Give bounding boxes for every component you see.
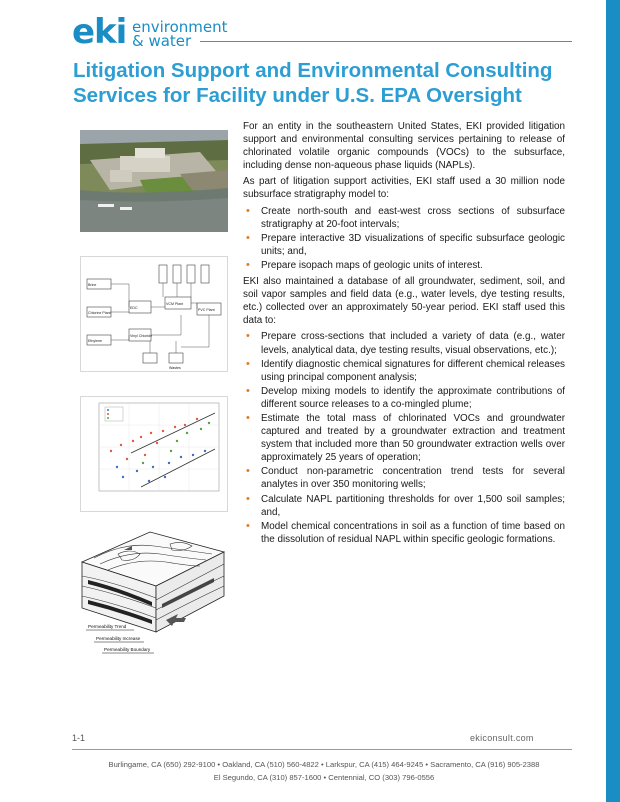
- list-item: • Prepare cross-sections that included a variety of data (e.g., water levels, analytical data, dye testing results, visual observations, etc.);: [246, 330, 565, 356]
- page-title: Litigation Support and Environmental Consulting Services for Facility under U.S. EPA Oversight: [73, 59, 553, 107]
- offices-line-2: El Segundo, CA (310) 857-1600 • Centennial, CO (303) 796-0556: [213, 773, 435, 782]
- list-item: • Prepare interactive 3D visualizations of specific subsurface geologic units; and,: [246, 231, 565, 257]
- header-divider: [200, 41, 572, 42]
- geo-label-trend: Permeability Trend: [88, 624, 127, 629]
- bullet-icon: •: [246, 465, 250, 478]
- bullet-icon: •: [246, 492, 250, 505]
- aerial-photo-graphic: [80, 130, 228, 232]
- bullet-icon: •: [246, 384, 250, 397]
- footer-divider: [72, 749, 572, 750]
- database-paragraph: EKI also maintained a database of all groundwater, sediment, soil, and soil vapor samples and field data (e.g., water levels, dye testing results, etc.) collected over an approximately 50-year period. EKI staff used this data to:: [243, 276, 565, 327]
- intro-paragraph: For an entity in the southeastern United States, EKI provided litigation support and environmental consulting services pertaining to release of chlorinated volatile organic compounds (VOCs) to the subsurface, including dense non-aqueous phase liquids (NAPLs).: [243, 121, 565, 172]
- logo-line-2: & water: [132, 32, 192, 50]
- list-item: • Prepare isopach maps of geologic units of interest.: [246, 258, 483, 271]
- logo-line-1: environment: [132, 18, 228, 36]
- bullet-icon: •: [246, 519, 250, 532]
- mixing-model-scatter-chart: [80, 396, 228, 512]
- office-locations: [60, 758, 588, 784]
- eki-logo[interactable]: [72, 12, 232, 52]
- offices-line-1: Burlingame, CA (650) 292-9100 • Oakland, CA (510) 560-4822 • Larkspur, CA (415) 464-9245 • Sacramento, CA (916) 905-2388: [108, 760, 540, 769]
- facility-aerial-photo: [80, 130, 228, 232]
- body-text: [243, 120, 565, 549]
- diagram-label-chlorine: Chlorine Plant: [88, 311, 111, 315]
- diagram-label-edc: EDC: [130, 306, 138, 310]
- geologic-block-graphic: [74, 524, 232, 656]
- scatter-chart-graphic: [81, 397, 227, 511]
- process-flow-graphic: [81, 257, 227, 371]
- diagram-label-wastes: Wastes: [169, 366, 181, 370]
- list-item: • Calculate NAPL partitioning thresholds for over 1,500 soil samples; and,: [246, 492, 565, 518]
- list-item: • Create north-south and east-west cross sections of subsurface stratigraphy at 20-foot intervals;: [246, 204, 565, 230]
- list-item: • Identify diagnostic chemical signatures for different chemical releases using principal component analysis;: [246, 357, 565, 383]
- model-task-list: [243, 205, 565, 272]
- bullet-icon: •: [246, 204, 250, 217]
- diagram-label-vinyl: Vinyl Chloride: [130, 334, 153, 338]
- bullet-icon: •: [246, 330, 250, 343]
- logo-brand: eki: [72, 12, 127, 52]
- diagram-label-brine: Brine: [88, 283, 97, 287]
- bullet-icon: •: [246, 357, 250, 370]
- geologic-block-diagram: [74, 524, 232, 656]
- model-paragraph: As part of litigation support activities, EKI staff used a 30 million node subsurface stratigraphy model to:: [243, 176, 565, 201]
- diagram-label-vcm: VCM Plant: [166, 302, 184, 306]
- geo-label-increase: Permeability Increase: [96, 636, 141, 641]
- geo-label-boundary: Permeability Boundary: [104, 647, 151, 652]
- bullet-icon: •: [246, 411, 250, 424]
- list-item: • Conduct non-parametric concentration trend tests for several analytes in over 350 monitoring wells;: [246, 465, 565, 491]
- logo-tagline: [132, 20, 228, 48]
- bullet-icon: •: [246, 231, 250, 244]
- list-item: • Estimate the total mass of chlorinated VOCs and groundwater captured and treated by a groundwater extraction and treatment system that included more than 50 groundwater extraction wells over approximately 25 years of operation;: [246, 411, 565, 464]
- website-link[interactable]: ekiconsult.com: [470, 733, 534, 743]
- data-task-list: [243, 330, 565, 546]
- page-number: 1-1: [72, 733, 86, 743]
- bullet-icon: •: [246, 258, 250, 271]
- process-flow-diagram: [80, 256, 228, 372]
- diagram-label-pvc: PVC Plant: [198, 308, 215, 312]
- list-item: • Model chemical concentrations in soil as a function of time based on the dissolution of residual NAPL within specific geologic formations.: [246, 519, 565, 545]
- right-accent-bar: [606, 0, 620, 802]
- list-item: • Develop mixing models to identify the approximate contributions of different source releases to a co-mingled plume;: [246, 384, 565, 410]
- diagram-label-ethylene: Ethylene: [88, 339, 102, 343]
